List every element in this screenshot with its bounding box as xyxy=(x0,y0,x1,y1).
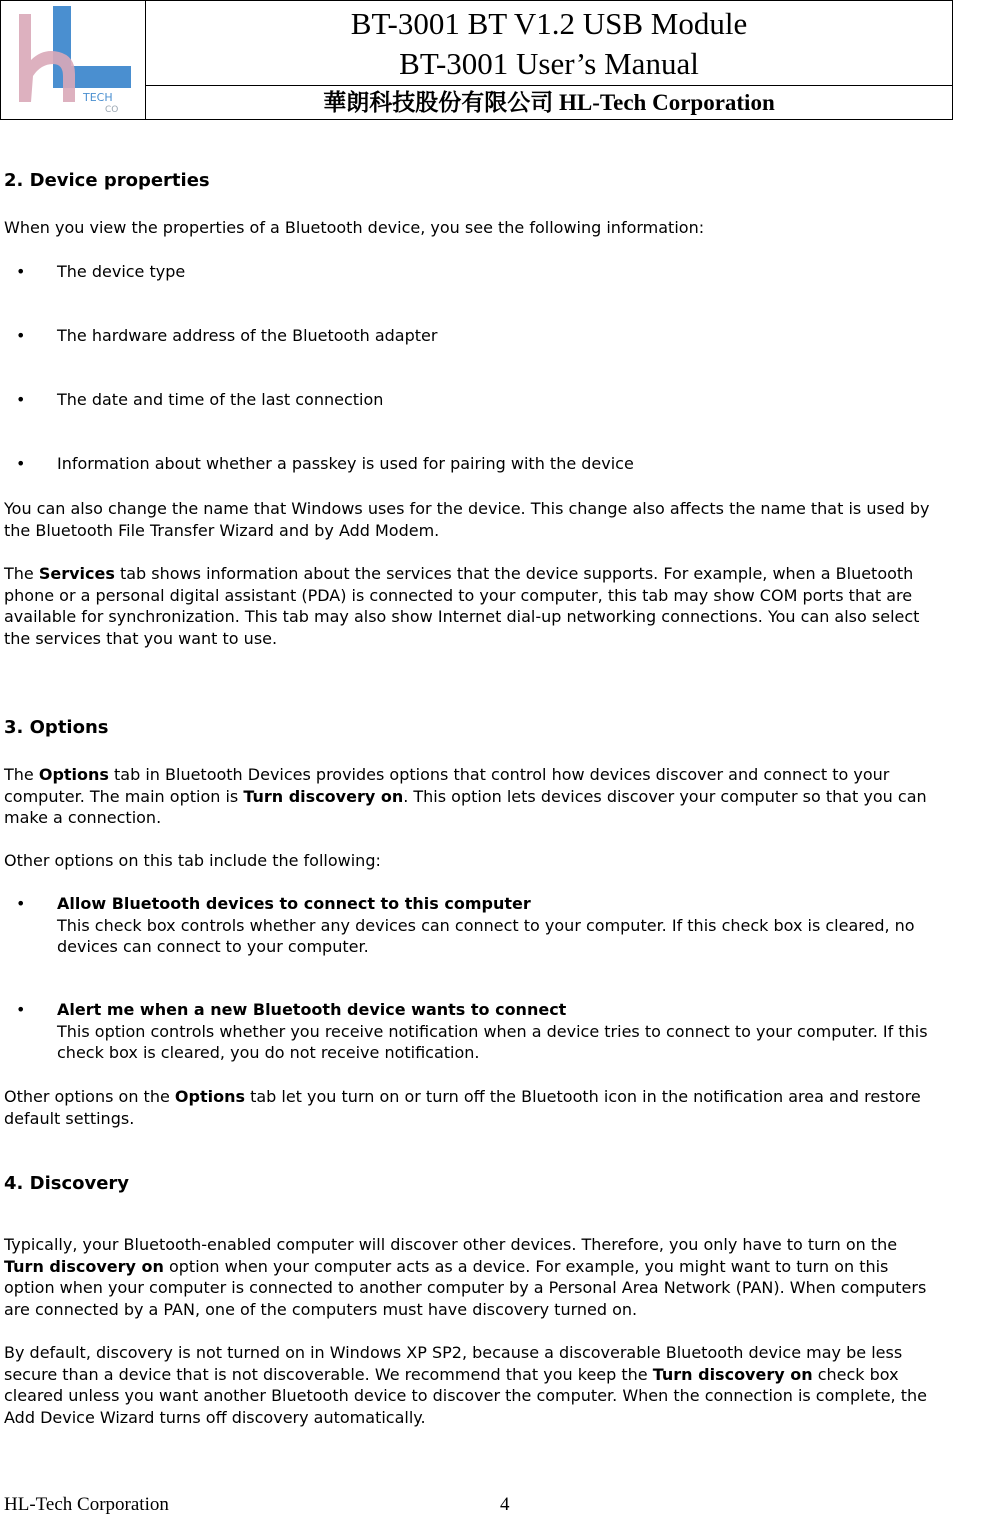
bullet-icon: • xyxy=(16,262,26,281)
hl-tech-logo xyxy=(13,4,135,114)
bullet-icon: • xyxy=(16,894,26,913)
heading-discovery: 4. Discovery xyxy=(4,1173,130,1194)
title-line-2: BT-3001 User’s Manual xyxy=(399,46,699,81)
heading-options: 3. Options xyxy=(4,717,109,738)
paragraph-other-options: Other options on this tab include the following: xyxy=(4,851,381,870)
title-line-1: BT-3001 BT V1.2 USB Module xyxy=(350,6,748,41)
header-title xyxy=(146,1,952,86)
bullet-icon: • xyxy=(16,326,26,345)
footer-company: HL-Tech Corporation xyxy=(4,1494,169,1515)
svg-text:TECH: TECH xyxy=(83,91,113,104)
bullet-icon: • xyxy=(16,454,26,473)
paragraph-discovery-1: Typically, your Bluetooth-enabled computer will discover other devices. Therefore, you only have to turn on the Turn discovery on option when your computer acts as a device. For example, you might want to turn on this option when your computer is connected to another computer by a Personal Area Network (PAN). When computers are connected by a PAN, one of the computers must have discovery turned on. xyxy=(4,1235,927,1319)
bullet-icon: • xyxy=(16,1000,26,1019)
paragraph-discovery-2: By default, discovery is not turned on in Windows XP SP2, because a discoverable Bluetooth device may be less secure than a device that is not discoverable. We recommend that you keep the Turn discovery on check box cleared unless you want another Bluetooth device to discover the computer. When the connection is complete, the Add Device Wizard turns off discovery automatically. xyxy=(4,1343,927,1427)
logo-cell xyxy=(1,1,146,119)
document-header xyxy=(0,0,953,120)
header-company: 華朗科技股份有限公司 HL-Tech Corporation xyxy=(323,90,775,115)
page-number: 4 xyxy=(500,1494,510,1515)
heading-device-properties: 2. Device properties xyxy=(4,170,210,191)
paragraph-options-intro: The Options tab in Bluetooth Devices provides options that control how devices discover and connect to your computer. The main option is Turn discovery on. This option lets devices discover your computer so that you can make a connection. xyxy=(4,765,927,827)
device-properties-intro: When you view the properties of a Bluetooth device, you see the following information: xyxy=(4,218,705,237)
paragraph-rename: You can also change the name that Windows uses for the device. This change also affects the name that is used by the Bluetooth File Transfer Wizard and by Add Modem. xyxy=(4,499,930,540)
svg-text:CO: CO xyxy=(105,105,119,114)
paragraph-services: The Services tab shows information about the services that the device supports. For example, when a Bluetooth phone or a personal digital assistant (PDA) is connected to your computer, this tab may show COM ports that are available for synchronization. This tab may also show Internet dial-up networking connections. You can also select the services that you want to use. xyxy=(4,564,920,648)
paragraph-options-more: Other options on the Options tab let you turn on or turn off the Bluetooth icon in the notification area and restore default settings. xyxy=(4,1087,921,1128)
services-tab-name: Services xyxy=(38,564,115,583)
bullet-icon: • xyxy=(16,390,26,409)
